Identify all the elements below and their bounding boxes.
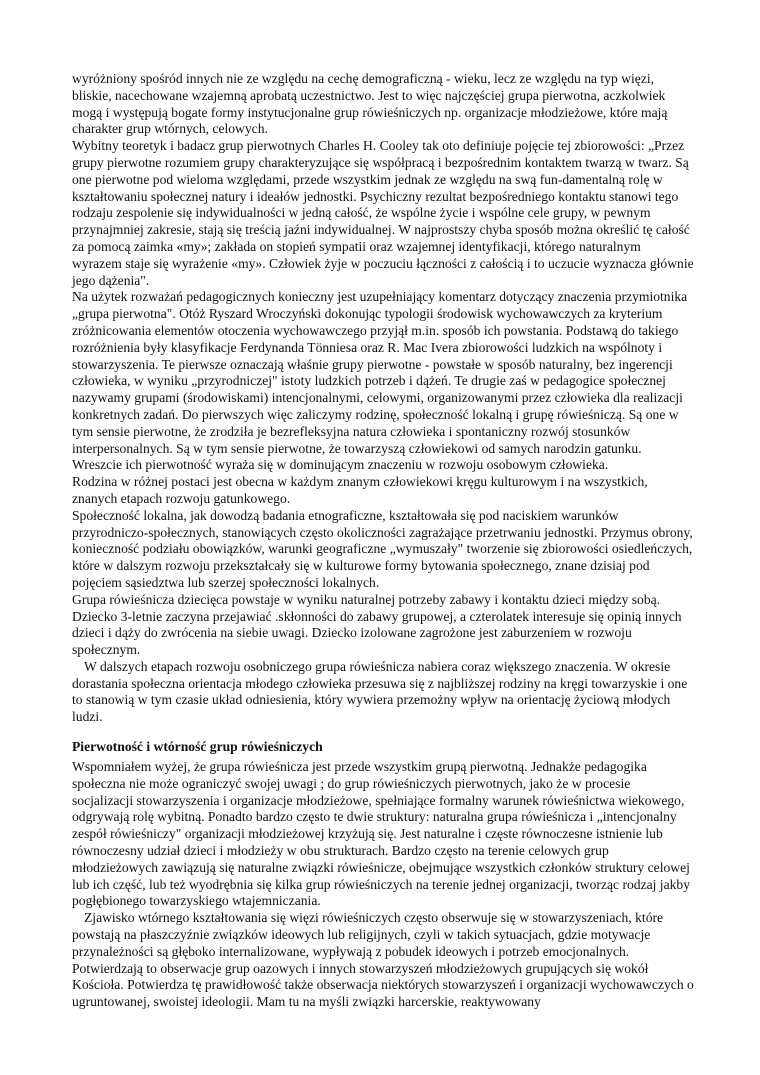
paragraph: Wybitny teoretyk i badacz grup pierwotnych Charles H. Cooley tak oto definiuje pojęcie tej zbiorowości: „Przez grupy pierwotne rozumiem grupy charakteryzujące się współpracą i bezpośrednim kontaktem twarzą w twarz. Są one pierwotne pod wieloma względami, przede wszystkim jednak ze względu na swą fun-damentalną rolę w kształtowaniu społecznej natury i ideałów jednostki. Psychiczny rezultat bezpośredniego kontaktu stanowi tego rodzaju zespolenie się indywidualności w jedną całość, że wspólne życie i wspólne cele grupy, w pewnym przynajmniej zakresie, stają się treścią jaźni indywidualnej. W najprostszy chyba sposób można określić tę całość za pomocą zaimka «my»; zakłada on stopień sympatii oraz wzajemnej identyfikacji, którego naturalnym wyrazem staje się wyrażenie «my». Człowiek żyje w poczuciu łączności z całością i to uczucie wyznacza głównie jego dążenia". — [72, 138, 694, 288]
section-heading: Pierwotność i wtórność grup rówieśniczych — [72, 739, 323, 755]
paragraph: wyróżniony spośród innych nie ze względu na cechę demograficzną - wieku, lecz ze względu na typ więzi, bliskie, nacechowane wzajemną aprobatą uczestnictwo. Jest to więc najczęściej grupa pierwotna, aczkolwiek mogą i występują bogate formy instytucjonalne grup rówieśniczych np. organizacje młodzieżowe, które mają charakter grup wtórnych, celowych. — [72, 71, 668, 137]
paragraph: W dalszych etapach rozwoju osobniczego grupa rówieśnicza nabiera coraz większego znaczenia. W okresie dorastania społeczna orientacja młodego człowieka przesuwa się z najbliższej rodziny na kręgi towarzyskie i one to stanowią w tym czasie układ odniesienia, który wywiera przemożny wpływ na orientację życiową młodych ludzi. — [72, 658, 688, 725]
paragraph: Wspomniałem wyżej, że grupa rówieśnicza jest przede wszystkim grupą pierwotną. Jednakże pedagogika społeczna nie może ograniczyć swojej uwagi ; do grup rówieśniczych pierwotnych, jako że w procesie socjalizacji stowarzyszenia i organizacje młodzieżowe, spełniające formalny warunek rówieśnictwa wiekowego, odgrywają rolę wybitną. Ponadto bardzo często te dwie struktury: naturalna grupa rówieśnicza i „intencjonalny zespół rówieśniczy" organizacji młodzieżowej krzyżują się. Jest naturalne i częste równoczesne istnienie lub równoczesny udział dzieci i młodzieży w obu strukturach. Bardzo często na terenie celowych grup młodzieżowych zawiązują się naturalne związki rówieśnicze, obejmujące wszystkich członków struktury celowej lub ich część, lub też wyodrębnia się kilka grup rówieśniczych na terenie jednej organizacji, tworząc rodzaj jakby pogłębionego towarzyskiego wtajemniczania. — [72, 759, 691, 909]
paragraph: Na użytek rozważań pedagogicznych konieczny jest uzupełniający komentarz dotyczący znaczenia przymiotnika „grupa pierwotna". Otóż Ryszard Wroczyński dokonując typologii środowisk wychowawczych za kryterium zróżnicowania elementów otoczenia wychowawczego przyjął m.in. sposób ich powstania. Podstawą do takiego rozróżnienia były klasyfikacje Ferdynanda Tönniesa oraz R. Mac Ivera zbiorowości ludzkich na wspólnoty i stowarzyszenia. Te pierwsze oznaczają właśnie grupy pierwotne - powstałe w sposób naturalny, bez ingerencji człowieka, w wyniku „przyrodniczej" istoty ludzkich potrzeb i dążeń. Te drugie zaś w pedagogice społecznej nazywamy grupami (środowiskami) intencjonalnymi, celowymi, organizowanymi przez człowieka dla realizacji konkretnych zadań. Do pierwszych więc zaliczymy rodzinę, społeczność lokalną i grupę rówieśniczą. Są one w tym sensie pierwotne, że zrodziła je bezrefleksyjna natura człowieka i spontaniczny rozwój stosunków interpersonalnych. Są w tym sensie pierwotne, że towarzyszą człowiekowi od samych narodzin gatunku. Wreszcie ich pierwotność wyraża się w dominującym znaczeniu w rozwoju osobowym człowieka. — [72, 289, 688, 473]
paragraph: Społeczność lokalna, jak dowodzą badania etnograficzne, kształtowała się pod naciskiem warunków przyrodniczo-społecznych, stanowiących często okoliczności zagrażające przetrwaniu jednostki. Przymus obrony, konieczność podziału obowiązków, warunki geograficzne „wymuszały" tworzenie się zbiorowości osiedleńczych, które w dalszym rozwoju przekształcały się w kulturowe formy bytowania społecznego, znane dzisiaj pod pojęciem sąsiedztwa lub szerzej społeczności lokalnych. — [72, 507, 693, 590]
paragraph: Zjawisko wtórnego kształtowania się więzi rówieśniczych często obserwuje się w stowarzyszeniach, które powstają na płaszczyźnie związków ideowych lub religijnych, czyli w takich sytuacjach, gdzie motywacje przynależności są głęboko internalizowane, wypływają z pobudek ideowych i potrzeb emocjonalnych. Potwierdzają to obserwacje grup oazowych i innych stowarzyszeń młodzieżowych grupujących się wokół Kościoła. Potwierdza tę prawidłowość także obserwacja niektórych stowarzyszeń i organizacji wychowawczych o ugruntowanej, swoistej ideologii. Mam tu na myśli związki harcerskie, reaktywowany — [72, 910, 694, 1010]
paragraph: Grupa rówieśnicza dziecięca powstaje w wyniku naturalnej potrzeby zabawy i kontaktu dzieci między sobą. Dziecko 3-letnie zaczyna przejawiać .skłonności do zabawy grupowej, a czterolatek interesuje się opinią innych dzieci i dąży do zwrócenia na siebie uwagi. Dziecko izolowane zagrożone jest zaburzeniem w rozwoju społecznym. — [72, 591, 682, 658]
section-gap — [72, 726, 694, 737]
paragraph: Rodzina w różnej postaci jest obecna w każdym znanym człowiekowi kręgu kulturowym i na wszystkich, znanych etapach rozwoju gatunkowego. — [72, 474, 648, 506]
